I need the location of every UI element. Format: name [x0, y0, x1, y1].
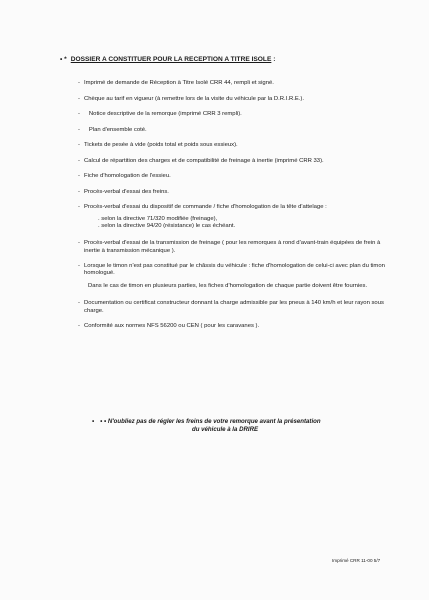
heading-bullet: • *: [60, 56, 67, 63]
directive-sublist: [98, 216, 388, 231]
list-item: - Calcul de répartition des charges et de compatibilité de freinage à inertie (imprimé CRR 33).: [78, 157, 324, 164]
list-item: - Procès-verbal d'essai du dispositif de commande / fiche d'homologation de la tête d'attelage :: [78, 204, 327, 210]
list-item: - Procès-verbal d'essai de la transmission de freinage ( pour les remorques à rond d'avant-train équipées de frein à inertie à transmission mécanique ).: [78, 240, 381, 254]
reminder-line-2: du véhicule à la DRIRE: [192, 426, 259, 433]
list-item: - Lorsque le timon n'est pas constitué par le châssis du véhicule : fiche d'homologation de celui-ci avec plan du timon homologué.: [78, 263, 385, 277]
reminder-line-1: • • • N'oubliez pas de régler les freins de votre remorque avant la présentation: [92, 418, 321, 425]
sub-item: . selon la directive 94/20 (résistance) le cas échéant.: [98, 222, 236, 229]
brake-reminder: [92, 418, 392, 434]
heading-suffix: :: [271, 56, 276, 63]
list-item: - Imprimé de demande de Réception à Titre Isolé CRR 44, rempli et signé.: [78, 80, 274, 86]
timon-note: Dans le cas de timon en plusieurs parties, les fiches d'homologation de chaque partie doivent être fournies.: [88, 282, 368, 289]
list-item: - Plan d'ensemble coté.: [78, 126, 147, 133]
document-checklist: [78, 80, 388, 339]
list-item: - Documentation ou certificat constructeur donnant la charge admissible par les pneus à 140 km/h et leur rayon sous charge.: [78, 300, 384, 314]
form-reference-footer: Imprimé CRR 11-00 5/7: [332, 558, 381, 563]
list-item: - Notice descriptive de la remorque (imprimé CRR 3 rempli).: [78, 111, 242, 117]
list-item: - Fiche d'homologation de l'essieu.: [78, 173, 171, 179]
list-item: - Chèque au tarif en vigueur (à remettre lors de la visite du véhicule par la D.R.I.R.E.).: [78, 95, 305, 102]
heading-title: DOSSIER A CONSTITUER POUR LA RECEPTION A TITRE ISOLE: [70, 56, 272, 63]
list-item: - Procès-verbal d'essai des freins.: [78, 188, 169, 195]
section-heading: [60, 56, 275, 63]
list-item: - Conformité aux normes NFS 56200 ou CEN ( pour les caravanes ).: [78, 323, 260, 330]
sub-item: . selon la directive 71/320 modifiée (freinage),: [98, 215, 218, 222]
list-item: - Tickets de pesée à vide (poids total et poids sous essieux).: [78, 142, 238, 148]
